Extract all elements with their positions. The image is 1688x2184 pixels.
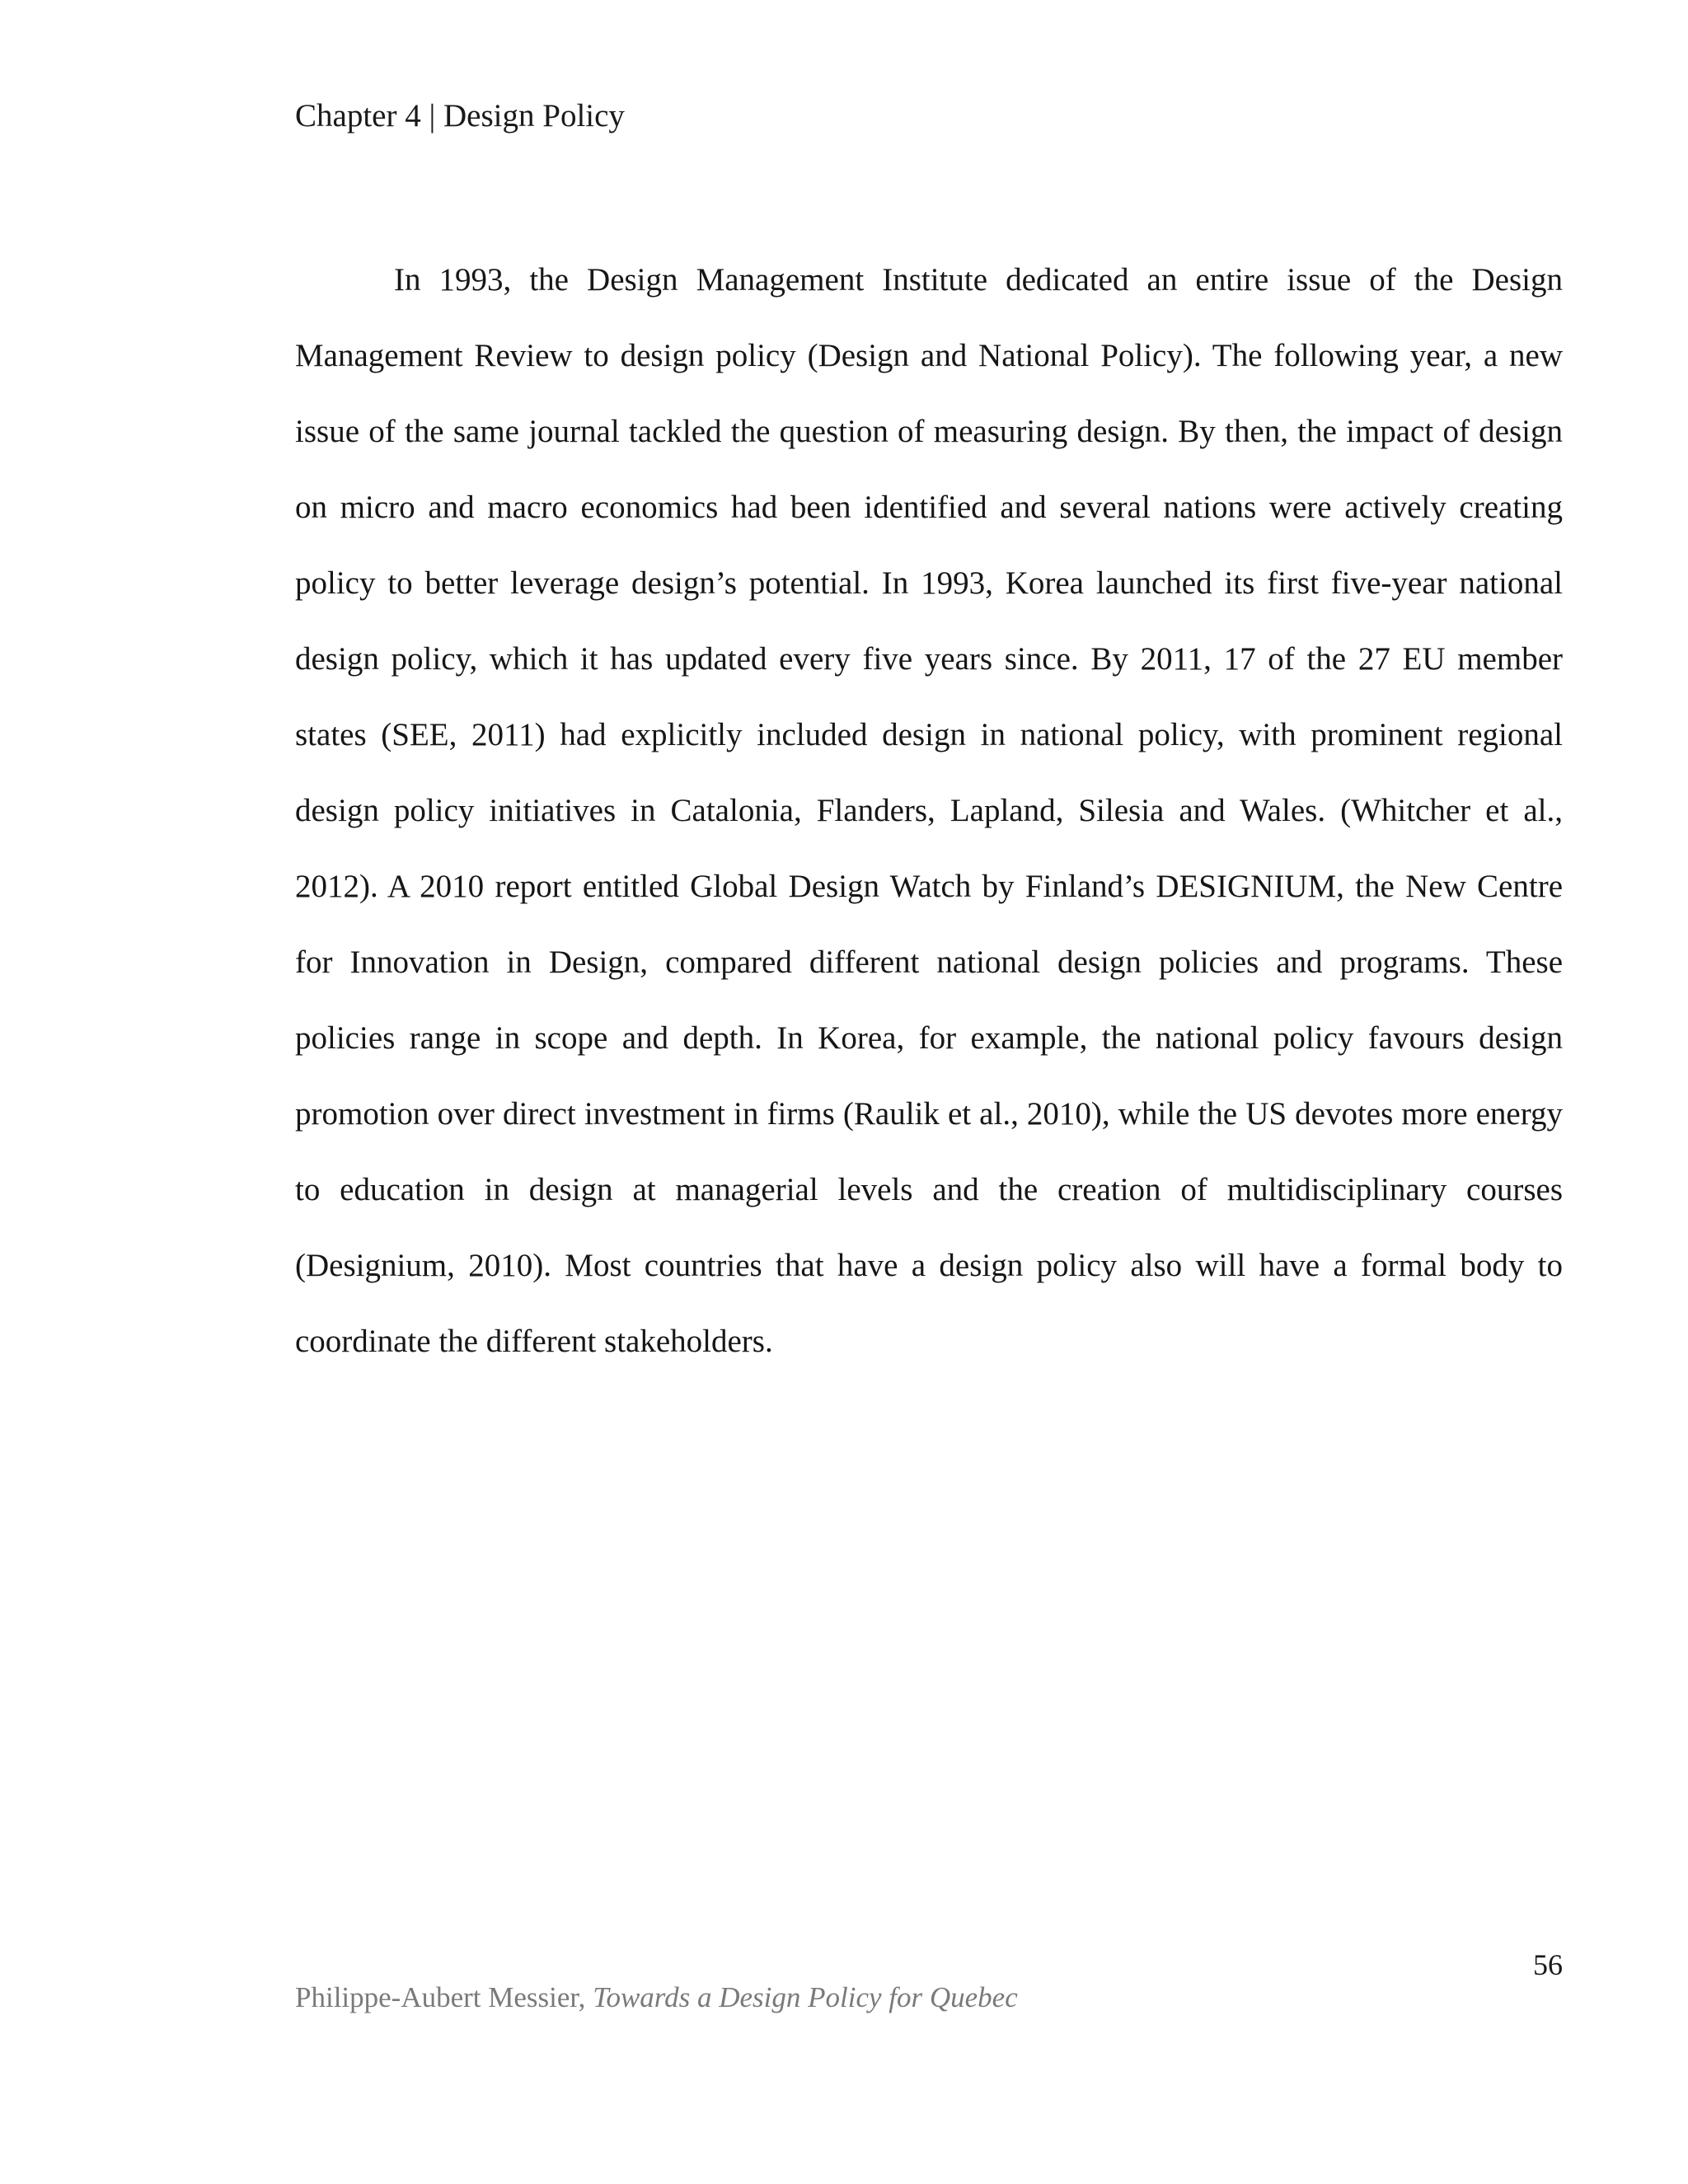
- footer-author: Philippe-Aubert Messier,: [295, 1981, 593, 2013]
- running-header: Chapter 4 | Design Policy: [295, 98, 625, 134]
- footer: [295, 1978, 1018, 2018]
- body-paragraph: In 1993, the Design Management Institute dedicated an entire issue of the Design Management Review to design policy (Design and National Policy). The following year, a new issue of the same journal tackled the question of measuring design. By then, the impact of design on micro and macro economics had been identified and several nations were actively creating policy to better leverage design’s potential. In 1993, Korea launched its first five-year national design policy, which it has updated every five years since. By 2011, 17 of the 27 EU member states (SEE, 2011) had explicitly included design in national policy, with prominent regional design policy initiatives in Catalonia, Flanders, Lapland, Silesia and Wales. (Whitcher et al., 2012). A 2010 report entitled Global Design Watch by Finland’s DESIGNIUM, the New Centre for Innovation in Design, compared different national design policies and programs. These policies range in scope and depth. In Korea, for example, the national policy favours design promotion over direct investment in firms (Raulik et al., 2010), while the US devotes more energy to education in design at managerial levels and the creation of multidisciplinary courses (Designium, 2010). Most countries that have a design policy also will have a formal body to coordinate the different stakeholders.: [295, 262, 1563, 1359]
- footer-title: Towards a Design Policy for Quebec: [593, 1981, 1018, 2013]
- page-number: 56: [1533, 1948, 1563, 1981]
